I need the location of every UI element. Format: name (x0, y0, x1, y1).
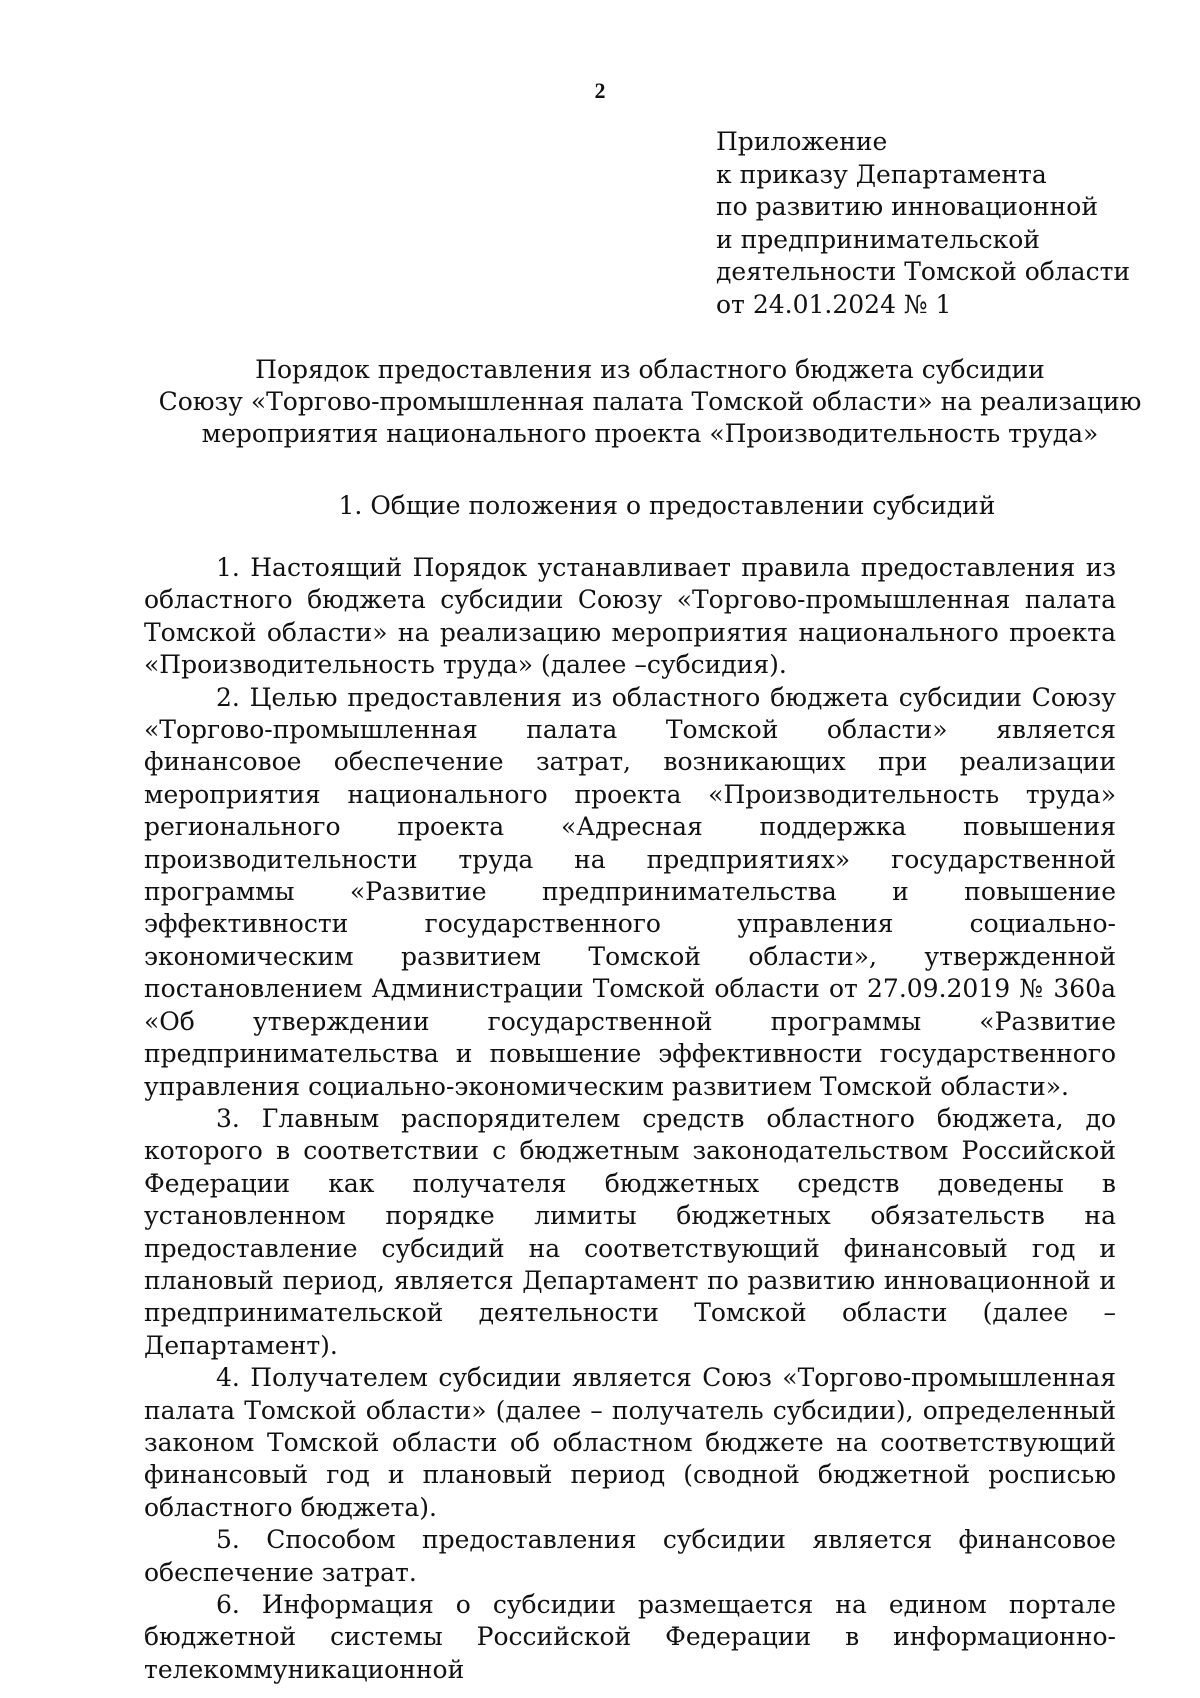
appendix-line: к приказу Департамента (716, 159, 1047, 189)
appendix-line: по развитию инновационной (716, 192, 1098, 222)
paragraph-4: 4. Получателем субсидии является Союз «Торгово-промышленная палата Томской области» (далее – получатель субсидии), определенный законом Томской области об областном бюджете на соответствующий финансовый год и плановый период (сводной бюджетной росписью областного бюджета). (144, 1363, 1116, 1522)
paragraph-5: 5. Способом предоставления субсидии является финансовое обеспечение затрат. (144, 1525, 1116, 1587)
appendix-line: Приложение (716, 127, 888, 156)
appendix-block (716, 126, 1176, 322)
title-line: мероприятия национального проекта «Производительность труда» (201, 419, 1099, 448)
paragraph-1: 1. Настоящий Порядок устанавливает правила предоставления из областного бюджета субсидии Союзу «Торгово-промышленная палата Томской области» на реализацию мероприятия национального проекта «Производительность труда» (далее –субсидия). (144, 553, 1116, 680)
title-line: Порядок предоставления из областного бюджета субсидии (255, 355, 1045, 384)
paragraph-6: 6. Информация о субсидии размещается на едином портале бюджетной системы Российской Федерации в информационно-телекоммуникационной (144, 1590, 1116, 1684)
page-number: 2 (594, 78, 606, 103)
title-line: Союзу «Торгово-промышленная палата Томской области» на реализацию (158, 387, 1142, 416)
paragraph-2: 2. Целью предоставления из областного бюджета субсидии Союзу «Торгово-промышленная палата Томской области» является финансовое обеспечение затрат, возникающих при реализации мероприятия национального проекта «Производительность труда» регионального проекта «Адресная поддержка повышения производительности труда на предприятиях» государственной программы «Развитие предпринимательства и повышение эффективности государственного управления социально-экономическим развитием Томской области», утвержденной постановлением Администрации Томской области от 27.09.2019 № 360а «Об утверждении государственной программы «Развитие предпринимательства и повышение эффективности государственного управления социально-экономическим развитием Томской области». (144, 682, 1116, 1101)
appendix-line: и предпринимательской (716, 224, 1040, 254)
document-title (150, 354, 1150, 450)
section-heading: 1. Общие положения о предоставлении субсидий (338, 491, 996, 520)
appendix-line: от 24.01.2024 № 1 (716, 289, 952, 319)
paragraph-3: 3. Главным распорядителем средств областного бюджета, до которого в соответствии с бюджетным законодательством Российской Федерации как получателя бюджетных средств доведены в установленном порядке лимиты бюджетных обязательств на предоставление субсидий на соответствующий финансовый год и плановый период, является Департамент по развитию инновационной и предпринимательской деятельности Томской области (далее – Департамент). (144, 1103, 1116, 1360)
appendix-line: деятельности Томской области (716, 257, 1131, 287)
document-body (144, 552, 1116, 1686)
